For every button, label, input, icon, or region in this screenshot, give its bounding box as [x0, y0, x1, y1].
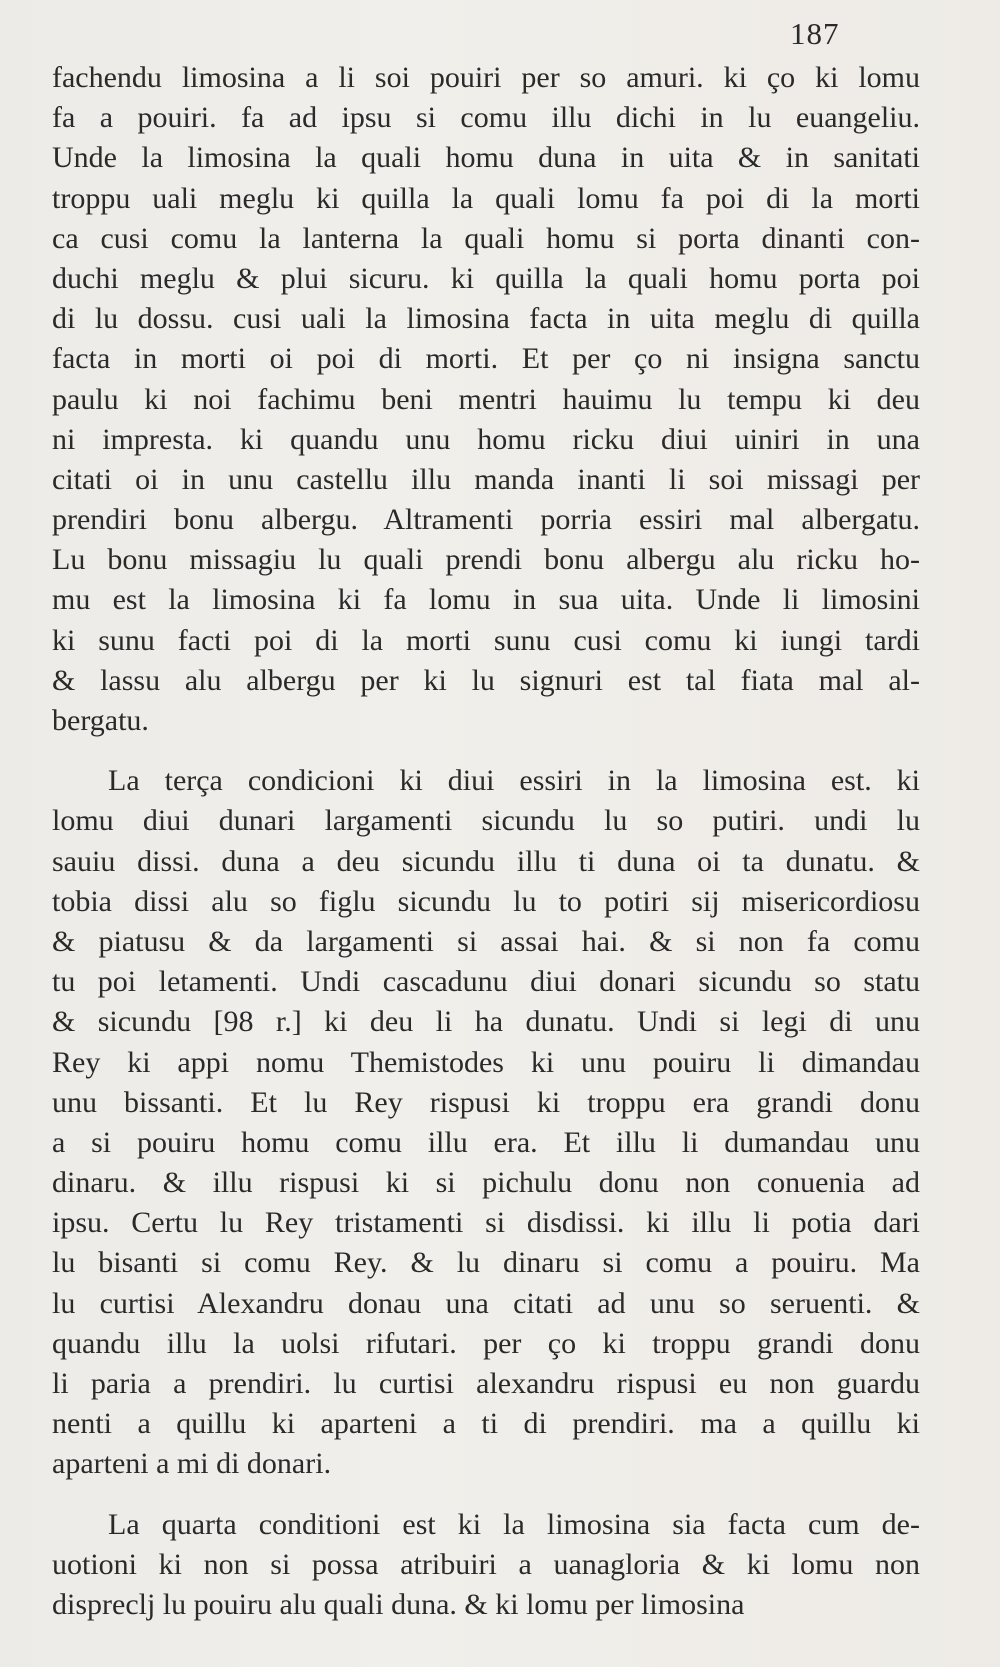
text-line: ni impresta. ki quandu unu homu ricku diui uiniri in una	[52, 422, 920, 456]
text-line: ipsu. Certu lu Rey tristamenti si disdissi. ki illu li potia dari	[52, 1206, 920, 1240]
text-line: bergatu.	[52, 704, 149, 737]
text-line: Lu bonu missagiu lu quali prendi bonu albergu alu ricku ho-	[52, 543, 920, 577]
text-line: & piatusu & da largamenti si assai hai. & si non fa comu	[52, 924, 920, 958]
text-line: facta in morti oi poi di morti. Et per ço ni insigna sanctu	[52, 342, 920, 376]
text-line: La terça condicioni ki diui essiri in la limosina est. ki	[108, 764, 920, 798]
text-line: prendiri bonu albergu. Altramenti porria essiri mal albergatu.	[52, 503, 920, 537]
text-line: unu bissanti. Et lu Rey rispusi ki troppu era grandi donu	[52, 1085, 920, 1119]
text-line: troppu uali meglu ki quilla la quali lomu fa poi di la morti	[52, 181, 920, 215]
text-line: tu poi letamenti. Undi cascadunu diui donari sicundu so statu	[52, 965, 920, 999]
paragraph-gap	[52, 741, 920, 761]
text-line: fachendu limosina a li soi pouiri per so amuri. ki ço ki lomu	[52, 61, 920, 94]
text-line: La quarta conditioni est ki la limosina sia facta cum de-	[108, 1507, 920, 1541]
text-line: ki sunu facti poi di la morti sunu cusi comu ki iungi tardi	[52, 623, 920, 657]
text-line: quandu illu la uolsi rifutari. per ço ki troppu grandi donu	[52, 1326, 920, 1360]
text-line: aparteni a mi di donari.	[52, 1447, 332, 1481]
text-line: & sicundu [98 r.] ki deu li ha dunatu. Undi si legi di unu	[52, 1005, 920, 1039]
text-line: a si pouiru homu comu illu era. Et illu li dumandau unu	[52, 1125, 920, 1159]
text-line: di lu dossu. cusi uali la limosina facta in uita meglu di quilla	[52, 302, 920, 336]
text-line: & lassu alu albergu per ki lu signuri est tal fiata mal al-	[52, 663, 920, 697]
text-line: li paria a prendiri. lu curtisi alexandru rispusi eu non guardu	[52, 1367, 920, 1400]
text-line: uotioni ki non si possa atribuiri a uanagloria & ki lomu non	[52, 1547, 920, 1581]
text-line: tobia dissi alu so figlu sicundu lu to potiri sij misericordiosu	[52, 884, 920, 918]
text-line: Rey ki appi nomu Themistodes ki unu pouiru li dimandau	[52, 1045, 920, 1079]
text-line: sauiu dissi. duna a deu sicundu illu ti duna oi ta dunatu. &	[52, 844, 920, 878]
text-line: mu est la limosina ki fa lomu in sua uita. Unde li limosini	[52, 583, 920, 617]
text-line: dinaru. & illu rispusi ki si pichulu donu non conuenia ad	[52, 1166, 920, 1200]
text-line: lu bisanti si comu Rey. & lu dinaru si comu a pouiru. Ma	[52, 1246, 920, 1280]
text-line: nenti a quillu ki aparteni a ti di prendiri. ma a quillu ki	[52, 1407, 920, 1441]
text-line: lu curtisi Alexandru donau una citati ad unu so seruenti. &	[52, 1286, 920, 1320]
paragraph-gap	[52, 1485, 920, 1505]
page-number: 187	[790, 16, 840, 51]
text-line: lomu diui dunari largamenti sicundu lu so putiri. undi lu	[52, 804, 920, 838]
text-line: citati oi in unu castellu illu manda inanti li soi missagi per	[52, 462, 920, 496]
text-line: fa a pouiri. fa ad ipsu si comu illu dichi in lu euangeliu.	[52, 101, 920, 135]
text-line: Unde la limosina la quali homu duna in uita & in sanitati	[52, 141, 920, 175]
text-line: dispreclj lu pouiru alu quali duna. & ki lomu per limosina	[52, 1587, 745, 1621]
text-line: duchi meglu & plui sicuru. ki quilla la quali homu porta poi	[52, 261, 920, 295]
text-line: ca cusi comu la lanterna la quali homu si porta dinanti con-	[52, 221, 920, 255]
body-text	[52, 58, 920, 1625]
text-line: paulu ki noi fachimu beni mentri hauimu lu tempu ki deu	[52, 382, 920, 416]
